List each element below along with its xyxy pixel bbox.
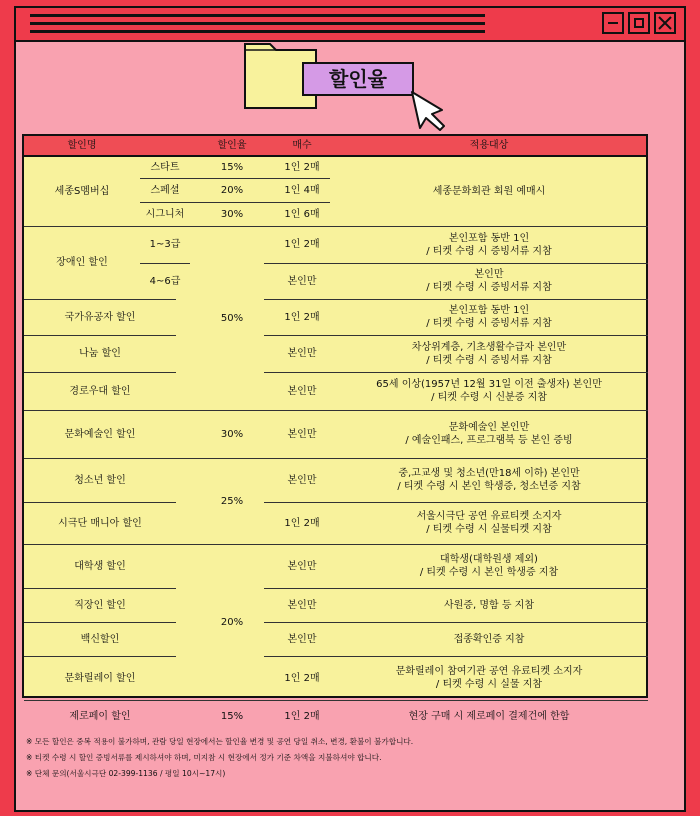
close-icon [658,16,672,30]
discount-name: 장애인 할인 [56,257,108,268]
discount-rate: 30% [220,208,244,220]
header-rate: 할인율 [217,140,247,151]
discount-name: 제로페이 할인 [69,710,131,722]
discount-qty: 본인만 [287,474,317,486]
discount-rate: 20% [220,616,244,628]
discount-name: 문화예술인 할인 [64,428,136,440]
discount-name: 나눔 할인 [79,348,121,359]
discount-qty: 본인만 [287,599,317,611]
discount-target: 문화릴레이 참여기관 공연 유료티켓 소지자 / 티켓 수령 시 실물 지참 [395,666,583,690]
discount-target: 서울시극단 공연 유료티켓 소지자 / 티켓 수령 시 실물티켓 지참 [416,511,562,535]
discount-tier: 1~3급 [149,239,181,250]
discount-name: 시극단 매니아 할인 [58,517,142,529]
discount-tier: 4~6급 [149,275,181,287]
discount-name: 국가유공자 할인 [64,311,136,323]
discount-qty: 1인 2매 [284,710,320,722]
discount-rate: 15% [220,710,244,722]
discount-qty: 1인 2매 [284,672,320,684]
discount-qty: 1인 2매 [284,311,320,323]
discount-target: 현장 구매 시 제로페이 결제건에 한함 [408,710,570,722]
discount-name: 청소년 할인 [74,474,126,486]
discount-table [22,134,648,722]
discount-tier: 시그니처 [145,208,185,220]
footnote: ※ 모든 할인은 중복 적용이 불가하며, 관람 당일 현장에서는 할인율 변경 및 공연 당일 취소, 변경, 환불이 불가합니다. [26,737,414,746]
footnote: ※ 단체 문의(서울시극단 02-399-1136 / 평일 10시~17시) [26,769,226,778]
discount-rate: 20% [220,184,244,196]
discount-target: 본인만 / 티켓 수령 시 증빙서류 지참 [426,269,552,293]
maximize-button[interactable] [628,12,650,34]
discount-rate: 15% [220,161,244,173]
discount-name: 대학생 할인 [74,560,126,572]
discount-rate: 30% [220,428,244,440]
discount-target: 중,고교생 및 청소년(만18세 이하) 본인만 / 티켓 수령 시 본인 학생증, 청소년증 지참 [397,468,581,492]
page-title: 할인율 [302,62,414,96]
discount-qty: 본인만 [287,348,317,359]
footnotes [26,734,413,782]
discount-qty: 본인만 [287,275,317,287]
discount-name: 경로우대 할인 [69,385,131,397]
discount-target: 차상위계층, 기초생활수급자 본인만 / 티켓 수령 시 증빙서류 지참 [411,341,567,366]
discount-target: 문화예술인 본인만 / 예술인패스, 프로그램북 등 본인 증빙 [405,422,573,446]
discount-qty: 본인만 [287,385,317,397]
discount-target: 본인포함 동반 1인 / 티켓 수령 시 증빙서류 지참 [426,232,552,257]
cursor-icon [408,90,444,134]
header-qty: 매수 [292,140,312,151]
discount-target: 사원증, 명함 등 지참 [444,599,534,611]
discount-qty: 1인 4매 [284,184,320,196]
discount-qty: 본인만 [287,428,317,440]
table-header [24,136,646,157]
discount-qty: 본인만 [287,633,317,645]
discount-rate: 50% [220,312,244,324]
title-stripe [30,14,485,17]
discount-name: 백신할인 [80,633,120,645]
discount-target: 65세 이상(1957년 12월 31일 이전 출생자) 본인만 / 티켓 수령 시 신분증 지참 [376,379,602,403]
discount-qty: 1인 6매 [284,208,320,220]
close-button[interactable] [654,12,676,34]
discount-tier: 스타트 [150,161,180,173]
discount-qty: 1인 2매 [284,161,320,173]
discount-target: 대학생(대학원생 제외) / 티켓 수령 시 본인 학생증 지참 [419,554,559,578]
discount-target: 세종문화회관 회원 예매시 [432,185,546,197]
discount-qty: 1인 2매 [284,517,320,529]
footnote: ※ 티켓 수령 시 할인 증빙서류를 제시하셔야 하며, 미지참 시 현장에서 정가 기준 차액을 지불하셔야 합니다. [26,753,382,762]
title-stripe [30,30,485,33]
header-name: 할인명 [67,140,97,151]
discount-target: 접종확인증 지참 [453,633,525,645]
header-target: 적용대상 [469,140,509,151]
discount-target: 본인포함 동반 1인 / 티켓 수령 시 증빙서류 지참 [426,305,552,329]
discount-qty: 1인 2매 [284,239,320,250]
discount-name: 문화릴레이 할인 [64,672,136,684]
discount-name: 직장인 할인 [74,599,126,611]
discount-tier: 스페셜 [150,184,180,196]
discount-rate: 25% [220,495,244,507]
title-stripe [30,22,485,25]
discount-qty: 본인만 [287,560,317,572]
minimize-button[interactable] [602,12,624,34]
discount-name: 세종S멤버십 [54,185,110,197]
title-bar [16,8,684,42]
